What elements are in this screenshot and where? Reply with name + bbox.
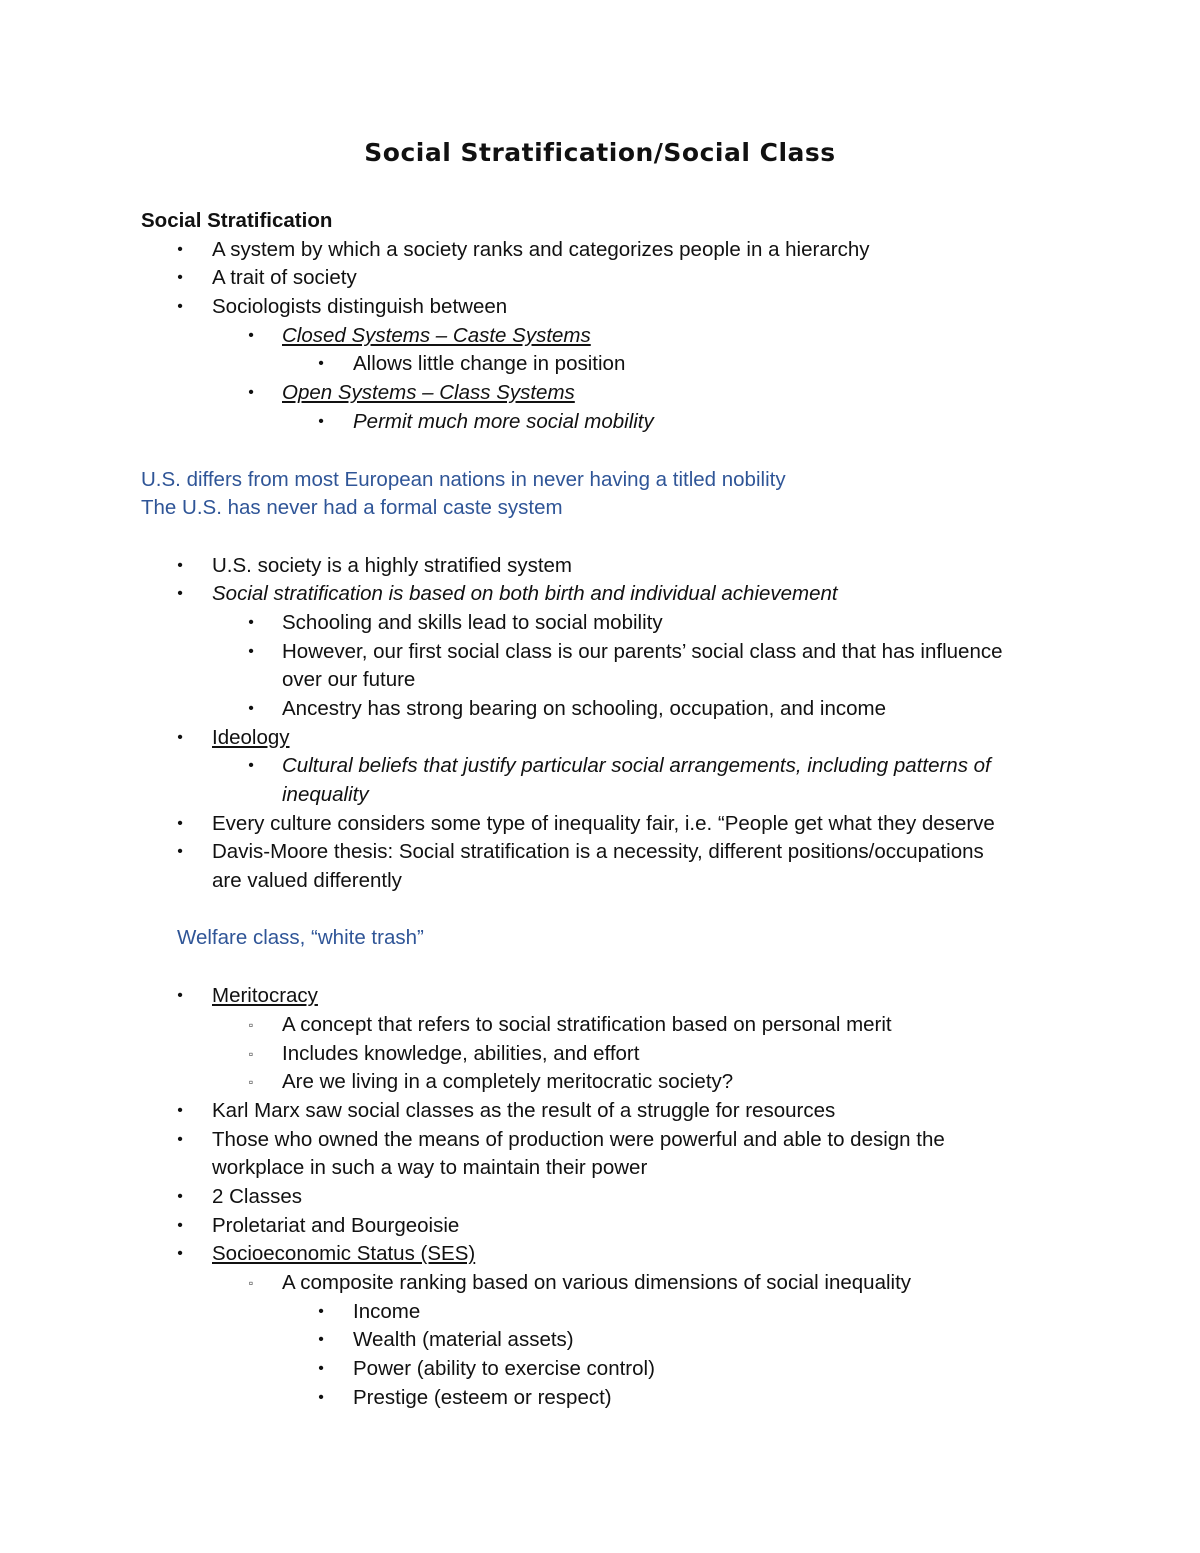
note-text: Welfare class, “white trash”	[177, 926, 424, 949]
list-item-text: are valued differently	[212, 869, 402, 892]
bullet-icon: •	[177, 557, 183, 574]
bullet-icon: •	[177, 1188, 183, 1205]
bullet-icon: •	[177, 843, 183, 860]
list-item-text: Are we living in a completely meritocratic society?	[282, 1070, 734, 1093]
list-item-text: Allows little change in position	[353, 352, 626, 375]
list-item-text: Income	[353, 1300, 421, 1323]
bullet-icon: •	[318, 1389, 324, 1406]
bullet-icon: •	[177, 1217, 183, 1234]
list-item-text: Proletariat and Bourgeoisie	[212, 1214, 460, 1237]
page-title: Social Stratification/Social Class	[364, 138, 836, 167]
square-bullet-icon: ▫	[248, 1047, 254, 1061]
list-item-text: Karl Marx saw social classes as the result of a struggle for resources	[212, 1099, 836, 1122]
bullet-icon: •	[248, 643, 254, 660]
bullet-icon: •	[177, 298, 183, 315]
bullet-icon: •	[177, 1102, 183, 1119]
bullet-icon: •	[248, 614, 254, 631]
bullet-icon: •	[318, 413, 324, 430]
square-bullet-icon: ▫	[248, 1276, 254, 1290]
bullet-icon: •	[248, 757, 254, 774]
bullet-icon: •	[318, 1360, 324, 1377]
list-item-text: Schooling and skills lead to social mobility	[282, 611, 663, 634]
list-item-text: A concept that refers to social stratification based on personal merit	[282, 1013, 892, 1036]
list-item-text: over our future	[282, 668, 416, 691]
bullet-icon: •	[177, 269, 183, 286]
list-item-text: A composite ranking based on various dimensions of social inequality	[282, 1271, 912, 1294]
list-item-text: Permit much more social mobility	[353, 410, 654, 433]
bullet-icon: •	[318, 355, 324, 372]
square-bullet-icon: ▫	[248, 1075, 254, 1089]
bullet-icon: •	[177, 729, 183, 746]
list-item-text: Power (ability to exercise control)	[353, 1357, 655, 1380]
list-item-text: Sociologists distinguish between	[212, 295, 508, 318]
square-bullet-icon: ▫	[248, 1018, 254, 1032]
note-text: The U.S. has never had a formal caste system	[141, 496, 563, 519]
bullet-icon: •	[177, 1131, 183, 1148]
list-item-text: Open Systems – Class Systems	[282, 381, 575, 404]
bullet-icon: •	[177, 1245, 183, 1262]
list-item-text: U.S. society is a highly stratified system	[212, 554, 573, 577]
list-item-text: Ancestry has strong bearing on schooling, occupation, and income	[282, 697, 886, 720]
list-item-text: Every culture considers some type of inequality fair, i.e. “People get what they deserve	[212, 812, 995, 835]
list-item-text: Socioeconomic Status (SES)	[212, 1242, 476, 1265]
list-item-text: However, our first social class is our parents’ social class and that has influence	[282, 640, 1003, 663]
list-item-text: Social stratification is based on both birth and individual achievement	[212, 582, 838, 605]
bullet-icon: •	[248, 327, 254, 344]
bullet-icon: •	[177, 241, 183, 258]
list-item-text: Wealth (material assets)	[353, 1328, 574, 1351]
list-item-text: A trait of society	[212, 266, 357, 289]
section-heading-text: Social Stratification	[141, 209, 333, 232]
bullet-icon: •	[248, 700, 254, 717]
list-item-text: 2 Classes	[212, 1185, 303, 1208]
list-item-text: Those who owned the means of production were powerful and able to design the	[212, 1128, 945, 1151]
list-item-text: A system by which a society ranks and categorizes people in a hierarchy	[212, 238, 870, 261]
list-item-text: Davis-Moore thesis: Social stratification is a necessity, different positions/occupations	[212, 840, 984, 863]
list-item-text: Closed Systems – Caste Systems	[282, 324, 591, 347]
list-item-text: Includes knowledge, abilities, and effort	[282, 1042, 640, 1065]
list-item-text: Prestige (esteem or respect)	[353, 1386, 612, 1409]
bullet-icon: •	[177, 585, 183, 602]
bullet-icon: •	[248, 384, 254, 401]
bullet-icon: •	[177, 987, 183, 1004]
note-text: U.S. differs from most European nations in never having a titled nobility	[141, 468, 786, 491]
bullet-icon: •	[177, 815, 183, 832]
list-item-text: Ideology	[212, 726, 290, 749]
list-item-text: workplace in such a way to maintain their power	[212, 1156, 648, 1179]
bullet-icon: •	[318, 1303, 324, 1320]
list-item-text: Cultural beliefs that justify particular social arrangements, including patterns of	[282, 754, 991, 777]
list-item-text: inequality	[282, 783, 369, 806]
bullet-icon: •	[318, 1331, 324, 1348]
list-item-text: Meritocracy	[212, 984, 318, 1007]
